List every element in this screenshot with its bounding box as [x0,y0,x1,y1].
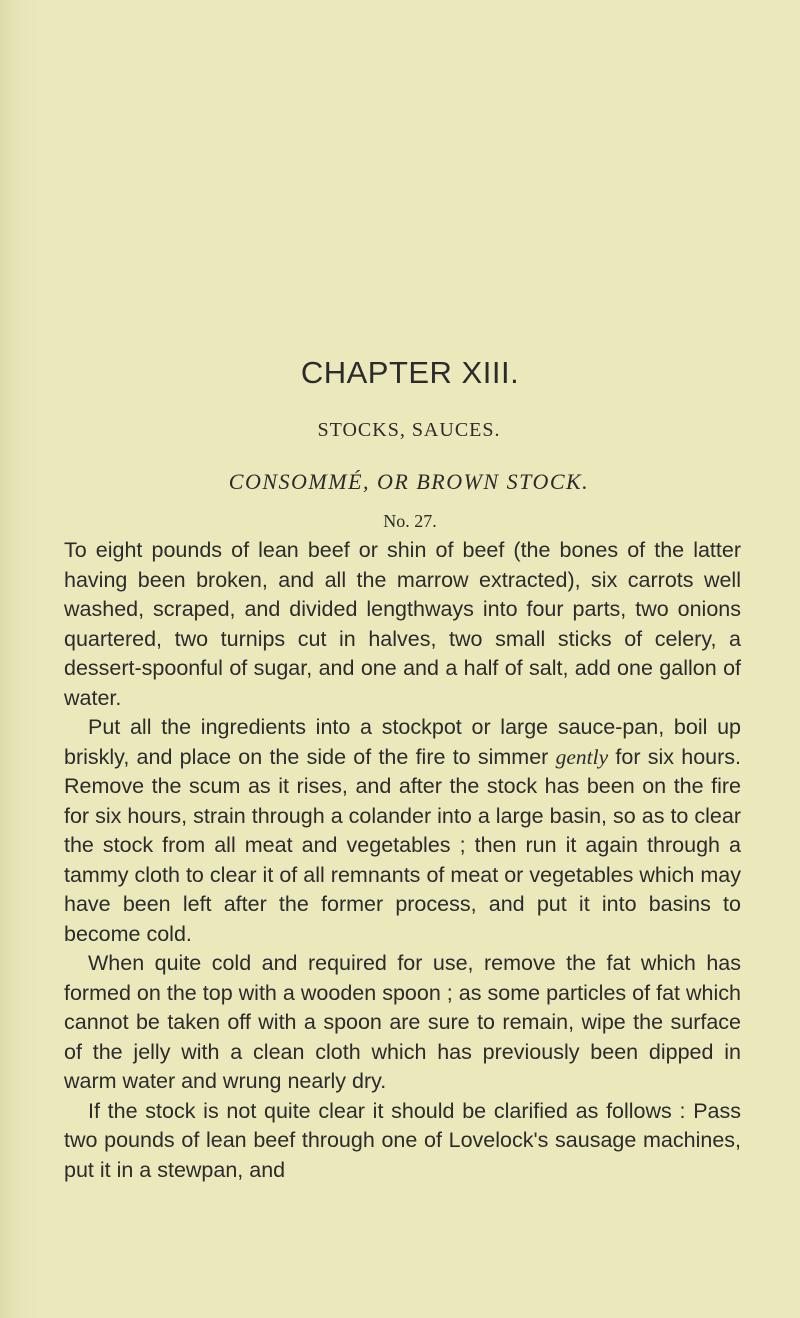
chapter-title: CHAPTER XIII. [300,355,520,390]
emphasis-gently: gently [555,744,609,769]
paragraph-method [64,713,741,949]
recipe-number: No. 27. [383,511,437,531]
paragraph-clarifying: If the stock is not quite clear it should be clarified as follows : Pass two pounds of lean beef through one of Lovelock's sausage machines, put it in a stewpan, and [64,1098,741,1182]
paragraph-method-start: Put all the ingredients into a stockpot or large sauce-pan, boil up briskly, and place on the side of the fire to simmer [64,715,741,769]
section-title: STOCKS, SAUCES. [317,419,501,441]
paragraph-ingredients: To eight pounds of lean beef or shin of beef (the bones of the latter having been broken, and all the marrow extracted), six carrots well washed, scraped, and divided lengthways into four parts, two onions quartered, two turnips cut in halves, two small sticks of celery, a dessert-spoonful of sugar, and one and a half of salt, add one gallon of water. [64,538,741,710]
recipe-body [64,536,741,1185]
paragraph-removing-fat: When quite cold and required for use, remove the fat which has formed on the top with a wooden spoon ; as some particles of fat which cannot be taken off with a spoon are sure to remain, wipe the surface of the jelly with a clean cloth which has previously been dipped in warm water and wrung nearly dry. [64,951,741,1093]
paragraph-method-end: for six hours. Remove the scum as it rises, and after the stock has been on the fire for six hours, strain through a colander into a large basin, so as to clear the stock from all meat and vegetables ; then run it again through a tammy cloth to clear it of all remnants of meat or vegetables which may have been left after the former process, and put it into basins to become cold. [64,744,741,946]
recipe-title: CONSOMMÉ, OR BROWN STOCK. [228,469,590,494]
